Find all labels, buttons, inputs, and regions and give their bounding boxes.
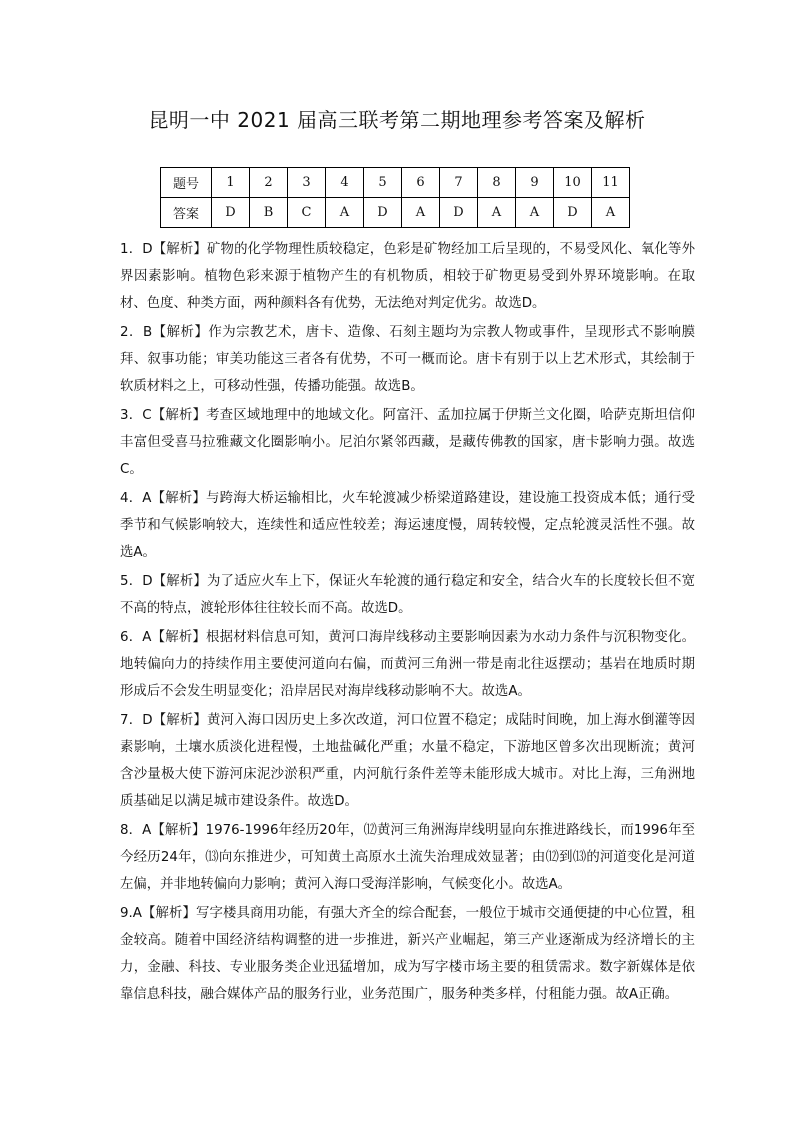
answer-cell: D [440,198,478,228]
answer-cell: A [478,198,516,228]
explanation-2: 2．B【解析】作为宗教艺术，唐卡、造像、石刻主题均为宗教人物或事件，呈现形式不影响膜拜、叙事功能；审美功能这三者各有优势，不可一概而论。唐卡有别于以上艺术形式，其绘制于软质材料之上，可移动性强，传播功能强。故选B。 [120,325,695,394]
question-number: 5 [364,168,402,198]
page-title: 昆明一中 2021 届高三联考第二期地理参考答案及解析 [148,108,646,132]
question-number: 10 [554,168,592,198]
explanation-1: 1．D【解析】矿物的化学物理性质较稳定，色彩是矿物经加工后呈现的，不易受风化、氧化等外界因素影响。植物色彩来源于植物产生的有机物质，相较于矿物更易受到外界环境影响。在取材、色度、种类方面，两种颜料各有优势，无法绝对判定优劣。故选D。 [120,242,695,311]
question-number: 3 [288,168,326,198]
question-number: 8 [478,168,516,198]
explanation-7: 7．D【解析】黄河入海口因历史上多次改道，河口位置不稳定；成陆时间晚，加上海水倒灌等因素影响，土壤水质淡化进程慢，土地盐碱化严重；水量不稳定，下游地区曾多次出现断流；黄河含沙量极大使下游河床泥沙淤积严重，内河航行条件差等未能形成大城市。对比上海，三角洲地质基础足以满足城市建设条件。故选D。 [120,713,695,809]
explanation-4: 4．A【解析】与跨海大桥运输相比，火车轮渡减少桥梁道路建设，建设施工投资成本低；通行受季节和气候影响较大，连续性和适应性较差；海运速度慢，周转较慢，定点轮渡灵活性不强。故选A。 [120,491,695,560]
answer-row [161,198,630,228]
explanation-9: 9.A【解析】写字楼具商用功能，有强大齐全的综合配套，一般位于城市交通便捷的中心位置，租金较高。随着中国经济结构调整的进一步推进，新兴产业崛起，第三产业逐渐成为经济增长的主力，金融、科技、专业服务类企业迅猛增加，成为写字楼市场主要的租赁需求。数字新媒体是依靠信息科技，融合媒体产品的服务行业，业务范围广，服务种类多样，付租能力强。故A正确。 [120,906,695,1002]
row-header-answer: 答案 [161,198,212,228]
answer-cell: D [212,198,250,228]
answer-cell: D [554,198,592,228]
explanation-8: 8．A【解析】1976-1996年经历20年，⑿黄河三角洲海岸线明显向东推进路线长，而1996年至今经历24年，⒀向东推进少，可知黄土高原水土流失治理成效显著；由⑿到⒀的河道变化是河道左偏，并非地转偏向力影响；黄河入海口受海洋影响，气候变化小。故选A。 [120,823,695,892]
answer-cell: A [326,198,364,228]
question-number: 2 [250,168,288,198]
answer-cell: D [364,198,402,228]
question-number: 6 [402,168,440,198]
question-number: 11 [592,168,630,198]
answer-cell: B [250,198,288,228]
question-number: 1 [212,168,250,198]
answer-cell: A [402,198,440,228]
question-number: 7 [440,168,478,198]
row-header-number: 题号 [161,168,212,198]
answer-cell: C [288,198,326,228]
answer-cell: A [516,198,554,228]
answer-table [160,167,630,228]
explanation-6: 6．A【解析】根据材料信息可知，黄河口海岸线移动主要影响因素为水动力条件与沉积物变化。地转偏向力的持续作用主要使河道向右偏，而黄河三角洲一带是南北往返摆动；基岩在地质时期形成后不会发生明显变化；沿岸居民对海岸线移动影响不大。故选A。 [120,630,695,699]
explanation-3: 3．C【解析】考查区域地理中的地域文化。阿富汗、孟加拉属于伊斯兰文化圈，哈萨克斯坦信仰丰富但受喜马拉雅藏文化圈影响小。尼泊尔紧邻西藏，是藏传佛教的国家，唐卡影响力强。故选C。 [120,408,695,477]
question-number: 9 [516,168,554,198]
question-number: 4 [326,168,364,198]
answer-cell: A [592,198,630,228]
number-row [161,168,630,198]
explanations [120,236,695,1010]
explanation-5: 5．D【解析】为了适应火车上下，保证火车轮渡的通行稳定和安全，结合火车的长度较长但不宽不高的特点，渡轮形体往往较长而不高。故选D。 [120,574,695,616]
